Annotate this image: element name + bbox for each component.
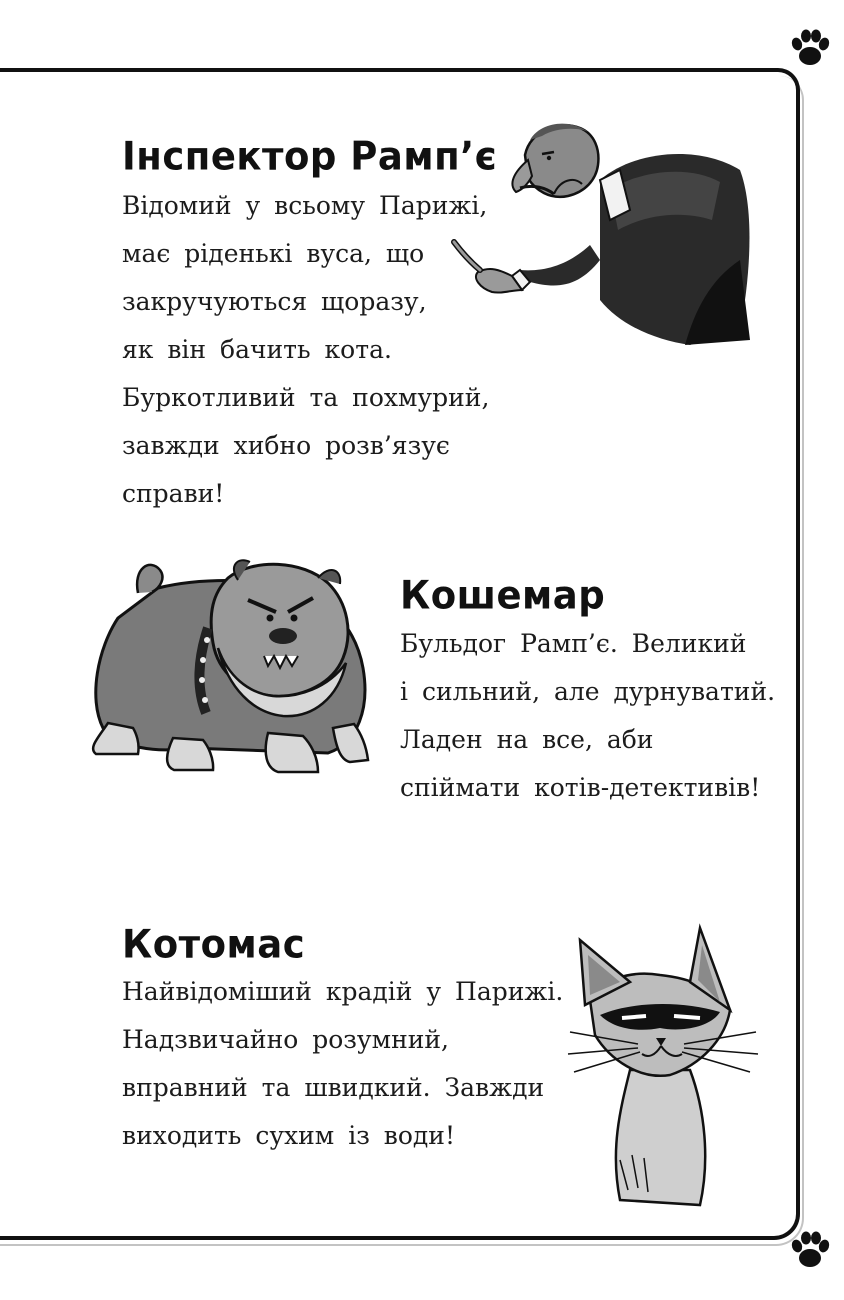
character-name-inspector: Інспектор Рамп’є bbox=[122, 133, 498, 180]
description-line: спіймати котів-детективів! bbox=[400, 773, 761, 802]
description-line: Найвідоміший крадій у Парижі. bbox=[122, 977, 564, 1006]
description-line: і сильний, але дурнуватий. bbox=[400, 677, 776, 706]
description-line: має ріденькі вуса, що bbox=[122, 239, 425, 268]
bulldog-illustration bbox=[78, 548, 378, 788]
description-line: Відомий у всьому Парижі, bbox=[122, 191, 488, 220]
paw-print-icon bbox=[786, 1226, 834, 1274]
description-line: завжди хибно розв’язує bbox=[122, 431, 450, 460]
character-name-cat: Котомас bbox=[122, 921, 306, 968]
description-line: Бульдог Рамп’є. Великий bbox=[400, 629, 747, 658]
description-line: закручуються щоразу, bbox=[122, 287, 427, 316]
description-line: як він бачить кота. bbox=[122, 335, 392, 364]
cat-illustration bbox=[560, 920, 760, 1210]
description-line: Надзвичайно розумний, bbox=[122, 1025, 450, 1054]
inspector-illustration bbox=[450, 110, 760, 360]
description-line: вправний та швидкий. Завжди bbox=[122, 1073, 545, 1102]
paw-print-icon bbox=[786, 24, 834, 72]
character-description-inspector bbox=[122, 182, 489, 518]
description-line: Буркотливий та похмурий, bbox=[122, 383, 490, 412]
description-line: Ладен на все, аби bbox=[400, 725, 654, 754]
character-description-bulldog bbox=[400, 620, 775, 812]
description-line: справи! bbox=[122, 479, 225, 508]
character-description-cat bbox=[122, 968, 563, 1160]
character-name-bulldog: Кошемар bbox=[400, 572, 606, 619]
description-line: виходить сухим із води! bbox=[122, 1121, 456, 1150]
